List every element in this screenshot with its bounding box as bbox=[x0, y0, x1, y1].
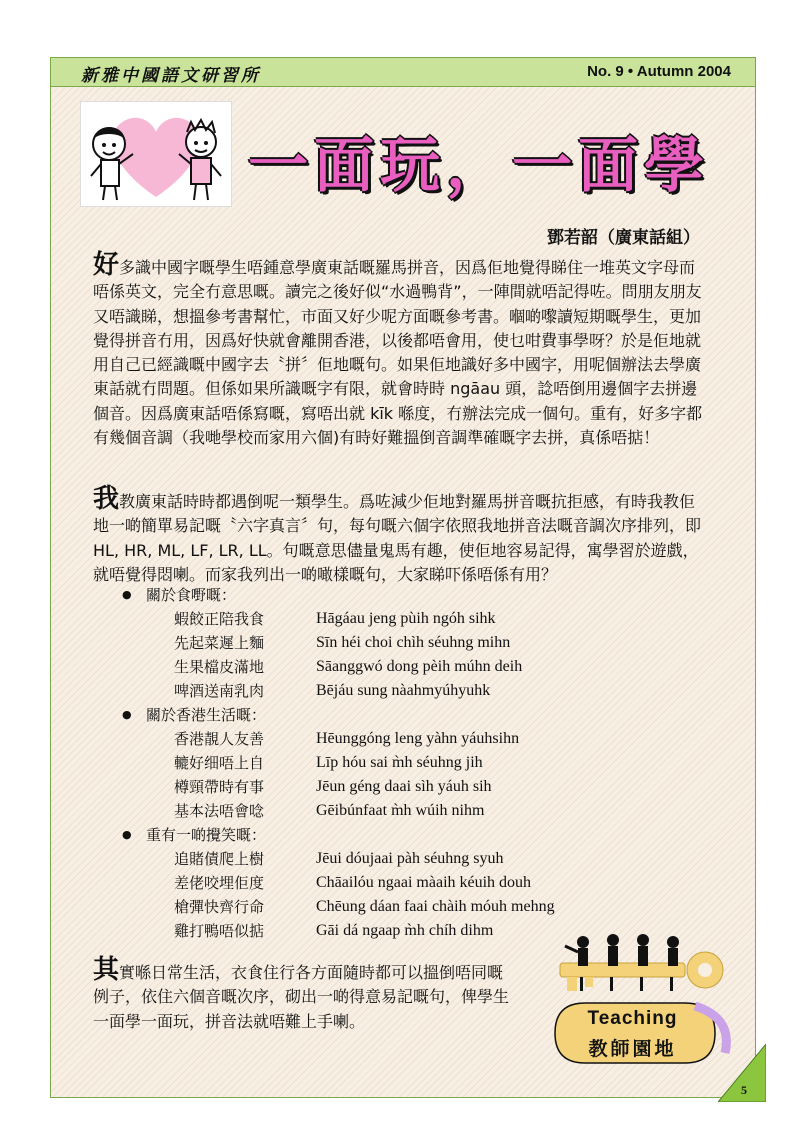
phrase-row bbox=[122, 727, 622, 751]
phrase-chinese: 基本法唔會唸 bbox=[174, 802, 265, 820]
teaching-label-en: Teaching bbox=[587, 1008, 678, 1029]
phrase-romanization: Sāanggwó dong pèih múhn deih bbox=[316, 658, 523, 675]
page-number: 5 bbox=[741, 1083, 747, 1097]
phrase-row bbox=[122, 871, 622, 895]
category-heading bbox=[122, 703, 622, 727]
header-bar bbox=[50, 57, 756, 87]
phrase-chinese: 香港靚人友善 bbox=[174, 730, 265, 748]
phrase-chinese: 先起菜遲上麵 bbox=[174, 634, 265, 652]
author-byline: 鄧若韶（廣東話組） bbox=[547, 228, 700, 248]
paragraph-2 bbox=[93, 484, 708, 587]
phrase-row bbox=[122, 775, 622, 799]
phrase-row bbox=[122, 751, 622, 775]
phrase-list bbox=[122, 583, 622, 943]
teaching-label-zh: 教師園地 bbox=[588, 1038, 677, 1060]
dropcap-1: 好 bbox=[93, 250, 120, 280]
paragraph-3 bbox=[93, 955, 513, 1034]
article-title: 一面玩，一面學 bbox=[248, 131, 710, 201]
phrase-chinese: 生果檔皮滿地 bbox=[174, 658, 265, 676]
phrase-romanization: Jēun géng daai sìh yáuh sih bbox=[316, 778, 492, 795]
category-label: 重有一啲攪笑嘅： bbox=[146, 826, 267, 844]
phrase-chinese: 槍彈快齊行命 bbox=[174, 898, 265, 916]
bullet-icon: ● bbox=[122, 588, 132, 601]
paragraph-1 bbox=[93, 250, 708, 450]
org-name: 新雅中國語文研習所 bbox=[81, 66, 261, 86]
phrase-chinese: 雞打鴨唔似掂 bbox=[174, 922, 265, 940]
phrase-romanization: Jēui dóujaai pàh séuhng syuh bbox=[316, 850, 504, 867]
bullet-icon: ● bbox=[122, 708, 132, 721]
category-heading bbox=[122, 823, 622, 847]
phrase-romanization: Sīn héi choi chìh séuhng mihn bbox=[316, 634, 511, 651]
category-heading bbox=[122, 583, 622, 607]
paragraph-1-text: 多識中國字嘅學生唔鍾意學廣東話嘅羅馬拼音，因爲佢地覺得睇住一堆英文字母而唔係英文，完全冇意思嘅。讀完之後好似“水過鴨背”，一陣間就唔記得咗。問朋友朋友又唔識睇，想搵參考書幫忙，市面又好少呢方面嘅參考書。嗰啲嚟讀短期嘅學生，更加覺得拼音冇用，因爲好快就會離開香港，以後都唔會用，使乜咁費事學呀？於是佢地就用自己已經識嘅中國字去〝拼〞佢地嘅句。如果佢地識好多中國字，用呢個辦法去學廣東話就冇問題。但係如果所識嘅字有限，就會時時 ngāau 頭，諗唔倒用邊個字去拼邊個音。因爲廣東話唔係寫嘅，寫唔出就 kīk 喺度，冇辦法完成一個句。重有，好多字都有幾個音調（我哋學校而家用六個)有時好難搵倒音調準確嘅字去拼，真係唔掂！ bbox=[93, 258, 703, 448]
paragraph-3-text: 實喺日常生活，衣食住行各方面隨時都可以搵倒唔同嘅例子，依住六個音嘅次序，砌出一啲得意易記嘅句，俾學生一面學一面玩，拼音法就唔難上手喇。 bbox=[93, 963, 510, 1031]
dropcap-3: 其 bbox=[93, 955, 120, 985]
category-label: 關於食嘢嘅： bbox=[146, 586, 237, 604]
issue-info: No. 9 • Autumn 2004 bbox=[587, 63, 731, 80]
dropcap-2: 我 bbox=[93, 484, 120, 514]
phrase-romanization: Chēung dáan faai chàih móuh mehng bbox=[316, 898, 555, 915]
phrase-romanization: Gāi dá ngaap m̀h chíh dihm bbox=[316, 922, 494, 939]
phrase-romanization: Hēunggóng leng yàhn yáuhsihn bbox=[316, 730, 520, 747]
category-label: 關於香港生活嘅： bbox=[146, 706, 267, 724]
phrase-chinese: 樽頸帶時有事 bbox=[174, 778, 265, 796]
phrase-romanization: Gēibúnfaat m̀h wúih nihm bbox=[316, 802, 485, 819]
phrase-romanization: Chāailóu ngaai màaih kéuih douh bbox=[316, 874, 532, 891]
phrase-chinese: 蝦餃正陪我食 bbox=[174, 610, 265, 628]
phrase-row bbox=[122, 799, 622, 823]
phrase-romanization: Hāgáau jeng pùih ngóh sihk bbox=[316, 610, 496, 627]
phrase-row bbox=[122, 631, 622, 655]
phrase-chinese: 差佬咬埋佢度 bbox=[174, 874, 265, 892]
paragraph-2-text: 教廣東話時時都遇倒呢一類學生。爲咗減少佢地對羅馬拼音嘅抗拒感，有時我教佢地一啲簡單易記嘅〝六字真言〞句，每句嘅六個字依照我地拼音法嘅音調次序排列，即 HL, HR, ML, LF, LR, LL。句嘅意思儘量鬼馬有趣，使佢地容易記得，寓學習於遊戲，就唔覺得悶喇。而家我列出一啲噉樣嘅句，大家睇吓係唔係有用？ bbox=[93, 492, 702, 584]
phrase-row bbox=[122, 607, 622, 631]
phrase-chinese: 追賭債爬上樹 bbox=[174, 850, 265, 868]
cartoon-illustration bbox=[80, 101, 232, 207]
phrase-row bbox=[122, 655, 622, 679]
phrase-row bbox=[122, 895, 622, 919]
phrase-romanization: Bējáu sung nàahmyúhyuhk bbox=[316, 682, 491, 699]
phrase-row bbox=[122, 847, 622, 871]
phrase-chinese: 啤酒送南乳肉 bbox=[174, 682, 265, 700]
phrase-romanization: Līp hóu sai m̀h séuhng jih bbox=[316, 754, 483, 771]
phrase-row bbox=[122, 679, 622, 703]
phrase-chinese: 轆好细唔上自 bbox=[174, 754, 265, 772]
bullet-icon: ● bbox=[122, 828, 132, 841]
